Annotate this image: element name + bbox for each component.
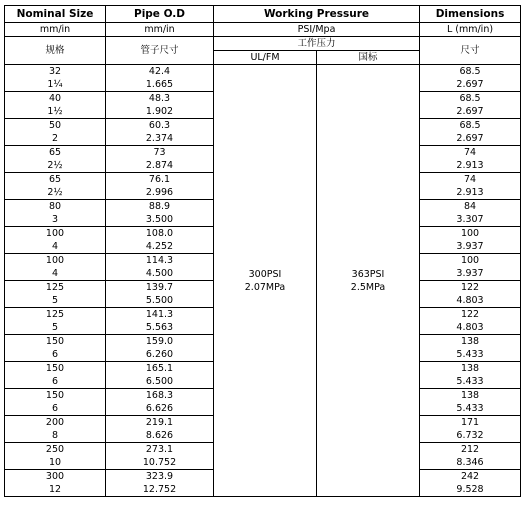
pressure-gb-mpa: 2.5MPa — [350, 281, 386, 293]
label-dim-cn: 尺寸 — [420, 37, 521, 65]
label-pipe-cn: 管子尺寸 — [106, 37, 214, 65]
length-in: 2.913 — [420, 159, 521, 173]
label-guobiao: 国标 — [317, 51, 420, 65]
header-dimensions: Dimensions — [420, 6, 521, 23]
length-mm: 74 — [420, 146, 521, 160]
label-pressure-cn: 工作压力 — [214, 37, 420, 51]
pipe-od-in: 6.500 — [106, 375, 214, 389]
pipe-od-in: 5.500 — [106, 294, 214, 308]
pipe-od-in: 6.260 — [106, 348, 214, 362]
nominal-mm: 65 — [5, 146, 106, 160]
nominal-in: 2½ — [5, 186, 106, 200]
nominal-mm: 150 — [5, 389, 106, 403]
pipe-od-in: 3.500 — [106, 213, 214, 227]
length-mm: 100 — [420, 254, 521, 268]
pressure-ulfm-mpa: 2.07MPa — [244, 281, 286, 293]
nominal-mm: 125 — [5, 308, 106, 322]
pipe-od-in: 10.752 — [106, 456, 214, 470]
nominal-mm: 150 — [5, 335, 106, 349]
nominal-in: 4 — [5, 240, 106, 254]
length-in: 8.346 — [420, 456, 521, 470]
pipe-dimension-table — [4, 5, 521, 497]
length-in: 9.528 — [420, 483, 521, 497]
nominal-in: 8 — [5, 429, 106, 443]
length-mm: 242 — [420, 470, 521, 484]
pipe-od-mm: 219.1 — [106, 416, 214, 430]
nominal-mm: 40 — [5, 92, 106, 106]
pipe-od-mm: 168.3 — [106, 389, 214, 403]
length-mm: 84 — [420, 200, 521, 214]
length-mm: 171 — [420, 416, 521, 430]
nominal-in: 5 — [5, 294, 106, 308]
header-working-pressure: Working Pressure — [214, 6, 420, 23]
pipe-od-in: 2.996 — [106, 186, 214, 200]
pipe-od-in: 1.665 — [106, 78, 214, 92]
pipe-od-in: 2.874 — [106, 159, 214, 173]
nominal-in: 6 — [5, 348, 106, 362]
pipe-od-mm: 60.3 — [106, 119, 214, 133]
pipe-od-in: 1.902 — [106, 105, 214, 119]
nominal-in: 3 — [5, 213, 106, 227]
nominal-in: 12 — [5, 483, 106, 497]
label-ulfm: UL/FM — [214, 51, 317, 65]
pipe-od-mm: 76.1 — [106, 173, 214, 187]
length-mm: 138 — [420, 335, 521, 349]
nominal-in: 6 — [5, 375, 106, 389]
nominal-in: 4 — [5, 267, 106, 281]
nominal-in: 5 — [5, 321, 106, 335]
length-in: 5.433 — [420, 402, 521, 416]
nominal-in: 6 — [5, 402, 106, 416]
nominal-mm: 125 — [5, 281, 106, 295]
length-in: 2.697 — [420, 105, 521, 119]
length-in: 5.433 — [420, 375, 521, 389]
pipe-od-mm: 159.0 — [106, 335, 214, 349]
pressure-ulfm-psi: 300PSI — [248, 268, 282, 280]
pipe-od-mm: 73 — [106, 146, 214, 160]
length-mm: 68.5 — [420, 119, 521, 133]
unit-pipe: mm/in — [106, 23, 214, 37]
header-pipe-od: Pipe O.D — [106, 6, 214, 23]
length-in: 4.803 — [420, 294, 521, 308]
pipe-od-in: 4.252 — [106, 240, 214, 254]
label-nominal-cn: 规格 — [5, 37, 106, 65]
nominal-mm: 50 — [5, 119, 106, 133]
pressure-ulfm-cell — [214, 65, 317, 497]
pipe-od-mm: 88.9 — [106, 200, 214, 214]
length-mm: 100 — [420, 227, 521, 241]
length-mm: 68.5 — [420, 92, 521, 106]
length-mm: 74 — [420, 173, 521, 187]
length-in: 3.937 — [420, 240, 521, 254]
nominal-in: 1½ — [5, 105, 106, 119]
length-in: 3.307 — [420, 213, 521, 227]
length-in: 6.732 — [420, 429, 521, 443]
nominal-in: 1¼ — [5, 78, 106, 92]
pipe-od-mm: 273.1 — [106, 443, 214, 457]
pipe-od-in: 2.374 — [106, 132, 214, 146]
pressure-gb-cell — [317, 65, 420, 497]
nominal-in: 10 — [5, 456, 106, 470]
unit-pressure: PSI/Mpa — [214, 23, 420, 37]
nominal-mm: 200 — [5, 416, 106, 430]
pipe-od-mm: 108.0 — [106, 227, 214, 241]
nominal-mm: 250 — [5, 443, 106, 457]
unit-nominal: mm/in — [5, 23, 106, 37]
pipe-od-mm: 165.1 — [106, 362, 214, 376]
pipe-od-mm: 141.3 — [106, 308, 214, 322]
pipe-od-mm: 139.7 — [106, 281, 214, 295]
length-mm: 212 — [420, 443, 521, 457]
length-mm: 138 — [420, 362, 521, 376]
length-mm: 68.5 — [420, 65, 521, 79]
pressure-gb-psi: 363PSI — [351, 268, 385, 280]
length-in: 4.803 — [420, 321, 521, 335]
pipe-od-in: 12.752 — [106, 483, 214, 497]
pipe-od-mm: 42.4 — [106, 65, 214, 79]
length-in: 2.697 — [420, 78, 521, 92]
nominal-mm: 65 — [5, 173, 106, 187]
length-mm: 122 — [420, 281, 521, 295]
nominal-mm: 100 — [5, 254, 106, 268]
length-in: 2.697 — [420, 132, 521, 146]
nominal-mm: 80 — [5, 200, 106, 214]
nominal-mm: 300 — [5, 470, 106, 484]
length-in: 2.913 — [420, 186, 521, 200]
length-mm: 138 — [420, 389, 521, 403]
nominal-in: 2½ — [5, 159, 106, 173]
header-nominal-size: Nominal Size — [5, 6, 106, 23]
pipe-od-in: 5.563 — [106, 321, 214, 335]
nominal-mm: 100 — [5, 227, 106, 241]
length-mm: 122 — [420, 308, 521, 322]
length-in: 5.433 — [420, 348, 521, 362]
pipe-od-mm: 48.3 — [106, 92, 214, 106]
nominal-mm: 150 — [5, 362, 106, 376]
unit-dimensions: L (mm/in) — [420, 23, 521, 37]
nominal-in: 2 — [5, 132, 106, 146]
pipe-od-mm: 323.9 — [106, 470, 214, 484]
pipe-od-in: 6.626 — [106, 402, 214, 416]
pipe-od-in: 8.626 — [106, 429, 214, 443]
length-in: 3.937 — [420, 267, 521, 281]
pipe-od-mm: 114.3 — [106, 254, 214, 268]
nominal-mm: 32 — [5, 65, 106, 79]
pipe-od-in: 4.500 — [106, 267, 214, 281]
